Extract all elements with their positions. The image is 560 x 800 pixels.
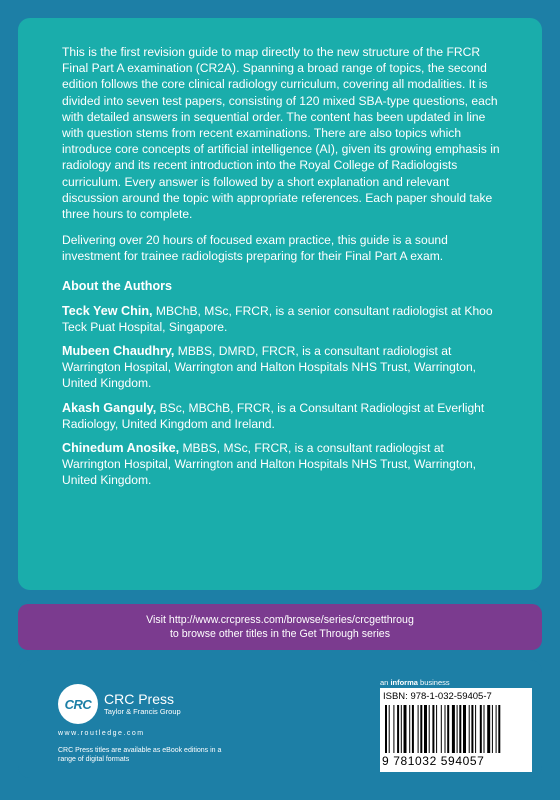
author-bio: MBChB, MSc, FRCR, is a senior consultant radiologist at Khoo Teck Puat Hospital, Singapore. xyxy=(62,303,493,334)
description-paragraph-2: Delivering over 20 hours of focused exam practice, this guide is a sound investment for trainee radiologists preparing for their Final Part A exam. xyxy=(62,233,448,264)
barcode-box xyxy=(380,688,532,772)
publisher-name: CRC Press xyxy=(104,691,175,707)
author-bio: MBBS, MSc, FRCR, is a consultant radiologist at Warrington Hospital, Warrington and Halton Hospitals NHS Trust, Warrington, United Kingdom. xyxy=(62,441,477,488)
publisher-panel xyxy=(18,660,542,778)
author-name: Teck Yew Chin, xyxy=(62,303,153,318)
barcode-digits: 9 781032 594057 xyxy=(382,754,485,768)
author-name: Mubeen Chaudhry, xyxy=(62,344,175,359)
author-entry xyxy=(62,400,502,432)
isbn-label: ISBN: 978-1-032-59405-7 xyxy=(383,691,492,702)
informa-tagline: an informa business xyxy=(380,678,450,687)
publisher-website: www.routledge.com xyxy=(58,730,145,737)
authors-heading: About the Authors xyxy=(62,278,173,293)
publisher-group: Taylor & Francis Group xyxy=(104,707,181,716)
author-entry xyxy=(62,303,502,335)
informa-brand: informa xyxy=(390,678,418,687)
series-banner xyxy=(18,604,542,650)
publisher-logo xyxy=(58,684,181,724)
series-caption: to browse other titles in the Get Through series xyxy=(169,628,391,640)
author-name: Akash Ganguly, xyxy=(62,400,157,415)
series-link-text[interactable]: Visit http://www.crcpress.com/browse/series/crcgetthroug xyxy=(146,614,414,626)
description-panel xyxy=(18,18,542,590)
author-bio: BSc, MBChB, FRCR, is a Consultant Radiologist at Everlight Radiology, United Kingdom and Ireland. xyxy=(62,400,485,431)
author-entry xyxy=(62,440,502,489)
author-entry xyxy=(62,343,502,392)
crc-logo-icon: CRC xyxy=(58,684,98,724)
description-paragraph-1: This is the first revision guide to map directly to the new structure of the FRCR Final Part A examination (CR2A). Spanning a broad range of topics, the second edition follows the core clinical radiology curriculum, covering all modalities. It is divided into seven test papers, consisting of 120 mixed SBA-type questions, each with detailed answers in sequential order. The content has been updated in line with question stems from recent examinations. There are also topics which introduce core concepts of artificial intelligence (AI), given its growing emphasis in radiology and its recent introduction into the Royal College of Radiologists curriculum. Every answer is followed by a short explanation and relevant discussion around the topic with appropriate references. Each paper should take three hours to complete. xyxy=(62,45,500,222)
ebook-availability: CRC Press titles are available as eBook editions in a range of digital formats xyxy=(58,747,222,763)
author-bio: MBBS, DMRD, FRCR, is a consultant radiologist at Warrington Hospital, Warrington and Halton Hospitals NHS Trust, Warrington, United Kingdom. xyxy=(62,344,477,391)
barcode-icon xyxy=(385,705,527,753)
author-name: Chinedum Anosike, xyxy=(62,441,180,456)
